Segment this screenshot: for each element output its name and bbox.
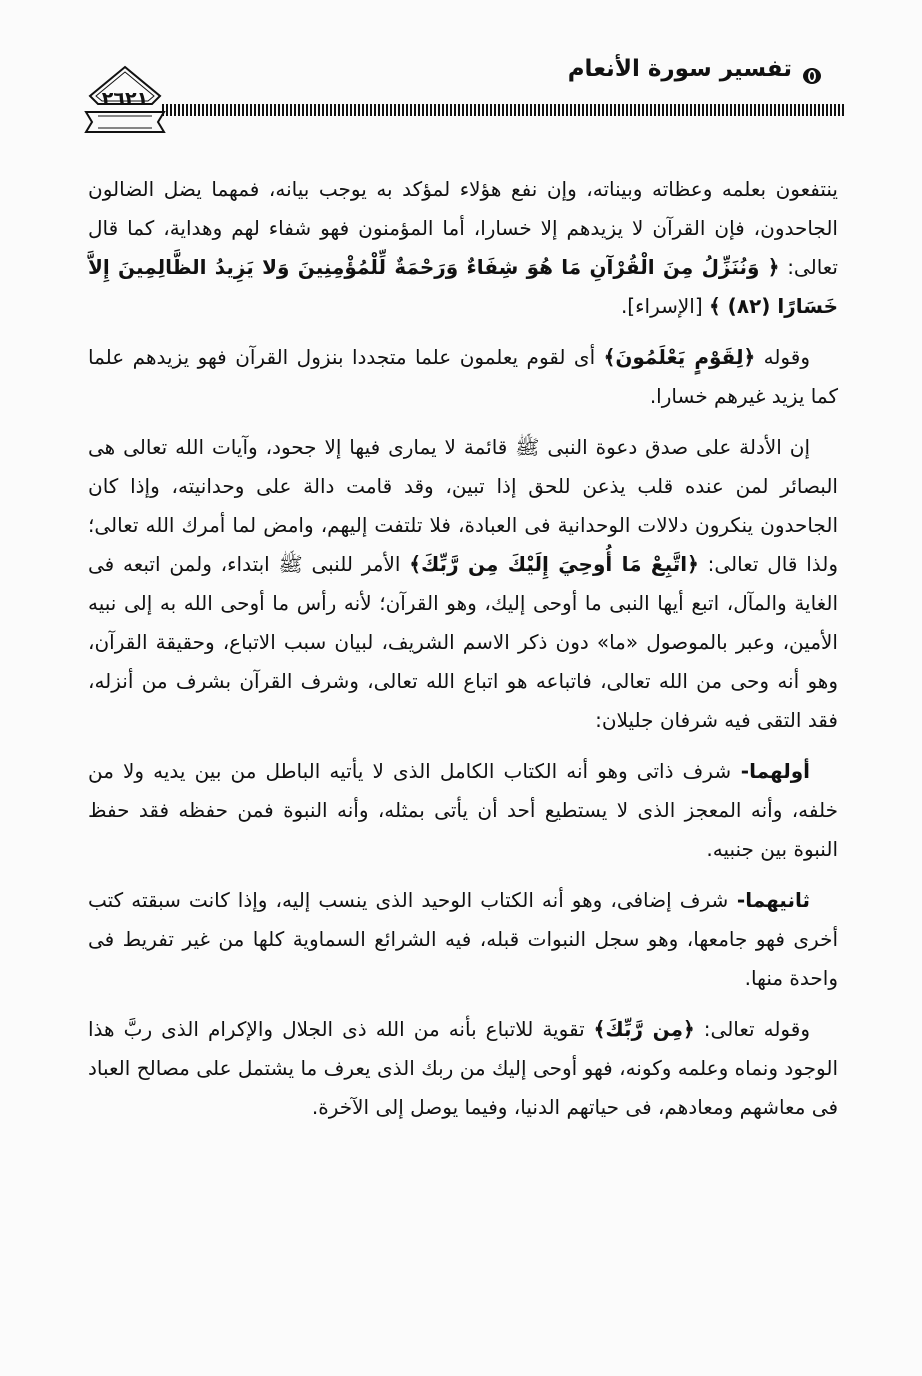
quran-quote: ﴿لِقَوْمٍ يَعْلَمُونَ﴾ <box>603 345 756 369</box>
paragraph: ثانيهما- شرف إضافى، وهو أنه الكتاب الوحيد الذى ينسب إليه، وإذا كانت سبقته كتب أخرى فهو جامعها، وهو سجل النبوات قبله، فيه الشرائع السماوية كلها من غير تفريط فى واحدة منها. <box>88 888 838 990</box>
quran-quote: ﴿مِن رَّبِّكَ﴾ <box>593 1017 695 1041</box>
paragraph: إن الأدلة على صدق دعوة النبى ﷺ قائمة لا يمارى فيها إلا جحود، وآيات الله تعالى هى البصائر لمن عنده قلب يذعن للحق إذا تبين، وقد قامت دالة على وحدانيته، وإذا كان الجاحدون ينكرون دلالات الوحدانية فى العبادة، فلا تلتفت إليهم، وامض لما أمرك الله تعالى؛ ولذا قال تعالى: ﴿اتَّبِعْ مَا أُوحِيَ إِلَيْكَ مِن رَّبِّكَ﴾ الأمر للنبى ﷺ ابتداء، ولمن اتبعه فى الغاية والمآل، اتبع أيها النبى ما أوحى إليك، وهو القرآن؛ لأنه رأس ما أوحى الله به إلى نبيه الأمين، وعبر بالموصول «ما» دون ذكر الاسم الشريف، لبيان سبب الاتباع، وحقيقة القرآن، وهو أنه وحى من الله تعالى، فاتباعه هو اتباع الله تعالى، وشرف القرآن بشرف من أنزله، فقد التقى فيه شرفان جليلان: <box>88 435 838 732</box>
page-number: ٢٦٢١ <box>101 88 149 110</box>
quran-quote: ﴿ وَنُنَزِّلُ مِنَ الْقُرْآنِ مَا هُوَ شِفَاءٌ وَرَحْمَةٌ لِّلْمُؤْمِنِينَ وَلا يَزِيدُ الظَّالِمِينَ إِلاَّ خَسَارًا (٨٢) ﴾ <box>88 255 838 318</box>
paragraph: أولهما- شرف ذاتى وهو أنه الكتاب الكامل الذى لا يأتيه الباطل من بين يديه ولا من خلفه، وأنه المعجز الذى لا يستطيع أحد أن يأتى بمثله، وأنه النبوة فمن حفظه فقد حفظ النبوة بين جنبيه. <box>88 759 838 861</box>
paragraph: وقوله تعالى: ﴿مِن رَّبِّكَ﴾ تقوية للاتباع بأنه من الله ذى الجلال والإكرام الذى ربَّ هذا الوجود ونماه وعلمه وكونه، فهو أوحى إليك من ربك الذى يعرف ما يشتمل على مصالح العباد فى معاشهم ومعادهم، فى حياتهم الدنيا، وفيما يوصل إلى الآخرة. <box>88 1017 838 1119</box>
paragraph: ينتفعون بعلمه وعظاته وبيناته، وإن نفع هؤلاء لمؤكد به يوجب بيانه، فمهما يضل الضالون الجاحدون، فإن القرآن لا يزيدهم إلا خسارا، أما المؤمنون فهو شفاء لهم وهداية، كما قال تعالى: ﴿ وَنُنَزِّلُ مِنَ الْقُرْآنِ مَا هُوَ شِفَاءٌ وَرَحْمَةٌ لِّلْمُؤْمِنِينَ وَلا يَزِيدُ الظَّالِمِينَ إِلاَّ خَسَارًا (٨٢) ﴾ [الإسراء]. <box>88 177 838 318</box>
header-rule <box>162 104 844 116</box>
page-header <box>0 0 922 160</box>
section-label: أولهما- <box>731 759 810 783</box>
section-label: ثانيهما- <box>728 888 811 912</box>
page-title: تفسير سورة الأنعام <box>567 56 792 82</box>
body-text <box>88 170 838 1139</box>
ornament-icon <box>802 66 822 86</box>
paragraph: وقوله ﴿لِقَوْمٍ يَعْلَمُونَ﴾ أى لقوم يعلمون علما متجددا بنزول القرآن فهو يزيدهم علما كما يزيد غيرهم خسارا. <box>88 345 838 408</box>
quran-quote: ﴿اتَّبِعْ مَا أُوحِيَ إِلَيْكَ مِن رَّبِّكَ﴾ <box>409 552 699 576</box>
